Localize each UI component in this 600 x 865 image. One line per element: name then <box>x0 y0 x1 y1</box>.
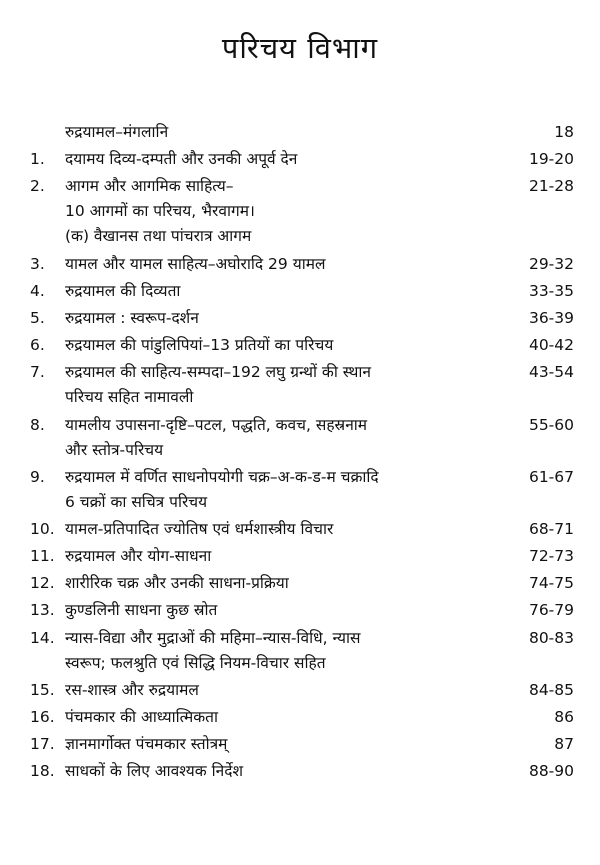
entry-text: (क) वैखानस तथा पांचरात्र आगम <box>65 227 252 246</box>
entry-pages: 61-67 <box>528 467 574 486</box>
toc-entry <box>0 333 600 358</box>
entry-text: रुद्रयामल : स्वरूप-दर्शन <box>65 308 199 327</box>
entry-text: यामल और यामल साहित्य–अघोरादि 29 यामल <box>65 254 326 273</box>
entry-pages: 36-39 <box>528 308 574 327</box>
entry-pages: 84-85 <box>528 680 574 699</box>
entry-number: 4. <box>30 281 45 300</box>
entry-pages: 80-83 <box>528 628 574 647</box>
entry-pages: 40-42 <box>528 336 574 355</box>
entry-number: 6. <box>30 336 45 355</box>
entry-pages: 72-73 <box>528 547 574 566</box>
toc-entry <box>0 705 600 730</box>
toc-entry <box>0 626 600 676</box>
entry-text: रुद्रयामल की पांडुलिपियां–13 प्रतियों का परिचय <box>65 336 334 355</box>
entry-text: रुद्रयामल और योग-साधना <box>65 547 212 566</box>
entry-pages: 21-28 <box>528 177 574 196</box>
toc-entry <box>0 571 600 596</box>
entry-text: साधकों के लिए आवश्यक निर्देश <box>65 762 243 781</box>
entry-pages: 76-79 <box>528 601 574 620</box>
toc-entry <box>0 732 600 757</box>
entry-text: रुद्रयामल की साहित्य-सम्पदा–192 लघु ग्रन्थों की स्थान <box>65 363 372 382</box>
entry-number: 10. <box>30 519 55 538</box>
entry-text: शारीरिक चक्र और उनकी साधना-प्रक्रिया <box>65 574 289 593</box>
entry-pages: 43-54 <box>528 363 574 382</box>
page-title: परिचय विभाग <box>221 31 379 65</box>
entry-number: 1. <box>30 150 45 169</box>
entry-text: रुद्रयामल की दिव्यता <box>65 281 181 300</box>
toc-entry <box>0 517 600 542</box>
entry-text: रस-शास्त्र और रुद्रयामल <box>65 680 199 699</box>
table-of-contents <box>0 120 600 787</box>
entry-text: पंचमकार की आध्यात्मिकता <box>65 708 219 726</box>
entry-pages: 55-60 <box>528 415 574 434</box>
entry-text: दयामय दिव्य-दम्पती और उनकी अपूर्व देन <box>65 150 298 169</box>
toc-entry <box>0 544 600 569</box>
toc-entry <box>0 120 600 145</box>
entry-pages: 68-71 <box>528 519 574 538</box>
entry-text: यामलीय उपासना-दृष्टि–पटल, पद्धति, कवच, सहस्रनाम <box>65 415 368 434</box>
toc-entry <box>0 413 600 463</box>
entry-number: 11. <box>30 547 55 566</box>
entry-number: 7. <box>30 363 45 382</box>
entry-number: 9. <box>30 467 45 486</box>
entry-number: 14. <box>30 628 55 647</box>
entry-text: न्यास-विद्या और मुद्राओं की महिमा–न्यास-विधि, न्यास <box>65 628 361 647</box>
entry-text: ज्ञानमार्गोक्त पंचमकार स्तोत्रम् <box>65 735 228 754</box>
entry-number: 16. <box>30 708 55 726</box>
entry-text: 6 चक्रों का सचित्र परिचय <box>65 492 208 511</box>
entry-number: 3. <box>30 254 45 273</box>
entry-pages: 88-90 <box>528 762 574 781</box>
toc-entry <box>0 598 600 623</box>
entry-text: रुद्रयामल–मंगलानि <box>65 123 169 141</box>
entry-text: आगम और आगमिक साहित्य– <box>65 177 234 196</box>
entry-pages: 86 <box>554 708 574 726</box>
entry-pages: 74-75 <box>528 574 574 593</box>
toc-entry <box>0 306 600 331</box>
toc-entry <box>0 174 600 249</box>
toc-entry <box>0 252 600 277</box>
entry-pages: 18 <box>554 123 574 141</box>
toc-entry <box>0 678 600 703</box>
entry-pages: 33-35 <box>528 281 574 300</box>
entry-text: स्वरूप; फलश्रुति एवं सिद्धि नियम-विचार सहित <box>65 653 326 672</box>
entry-text: रुद्रयामल में वर्णित साधनोपयोगी चक्र–अ-क-ड-म चक्रादि <box>65 467 379 486</box>
entry-number: 8. <box>30 415 45 434</box>
entry-text: परिचय सहित नामावली <box>65 388 194 407</box>
toc-entry <box>0 759 600 784</box>
entry-number: 15. <box>30 680 55 699</box>
entry-number: 5. <box>30 308 45 327</box>
entry-text: और स्तोत्र-परिचय <box>65 440 164 459</box>
entry-number: 2. <box>30 177 45 196</box>
toc-entry <box>0 279 600 304</box>
toc-entry <box>0 465 600 515</box>
entry-text: 10 आगमों का परिचय, भैरवागम। <box>65 202 255 221</box>
entry-pages: 87 <box>554 735 574 754</box>
entry-number: 12. <box>30 574 55 593</box>
toc-entry <box>0 360 600 410</box>
entry-text: यामल-प्रतिपादित ज्योतिष एवं धर्मशास्त्रीय विचार <box>65 519 334 538</box>
entry-number: 13. <box>30 601 55 620</box>
entry-number: 18. <box>30 762 55 781</box>
entry-text: कुण्डलिनी साधना कुछ स्रोत <box>65 601 218 620</box>
toc-entry <box>0 147 600 172</box>
entry-number: 17. <box>30 735 55 754</box>
entry-pages: 29-32 <box>528 254 574 273</box>
entry-pages: 19-20 <box>528 150 574 169</box>
